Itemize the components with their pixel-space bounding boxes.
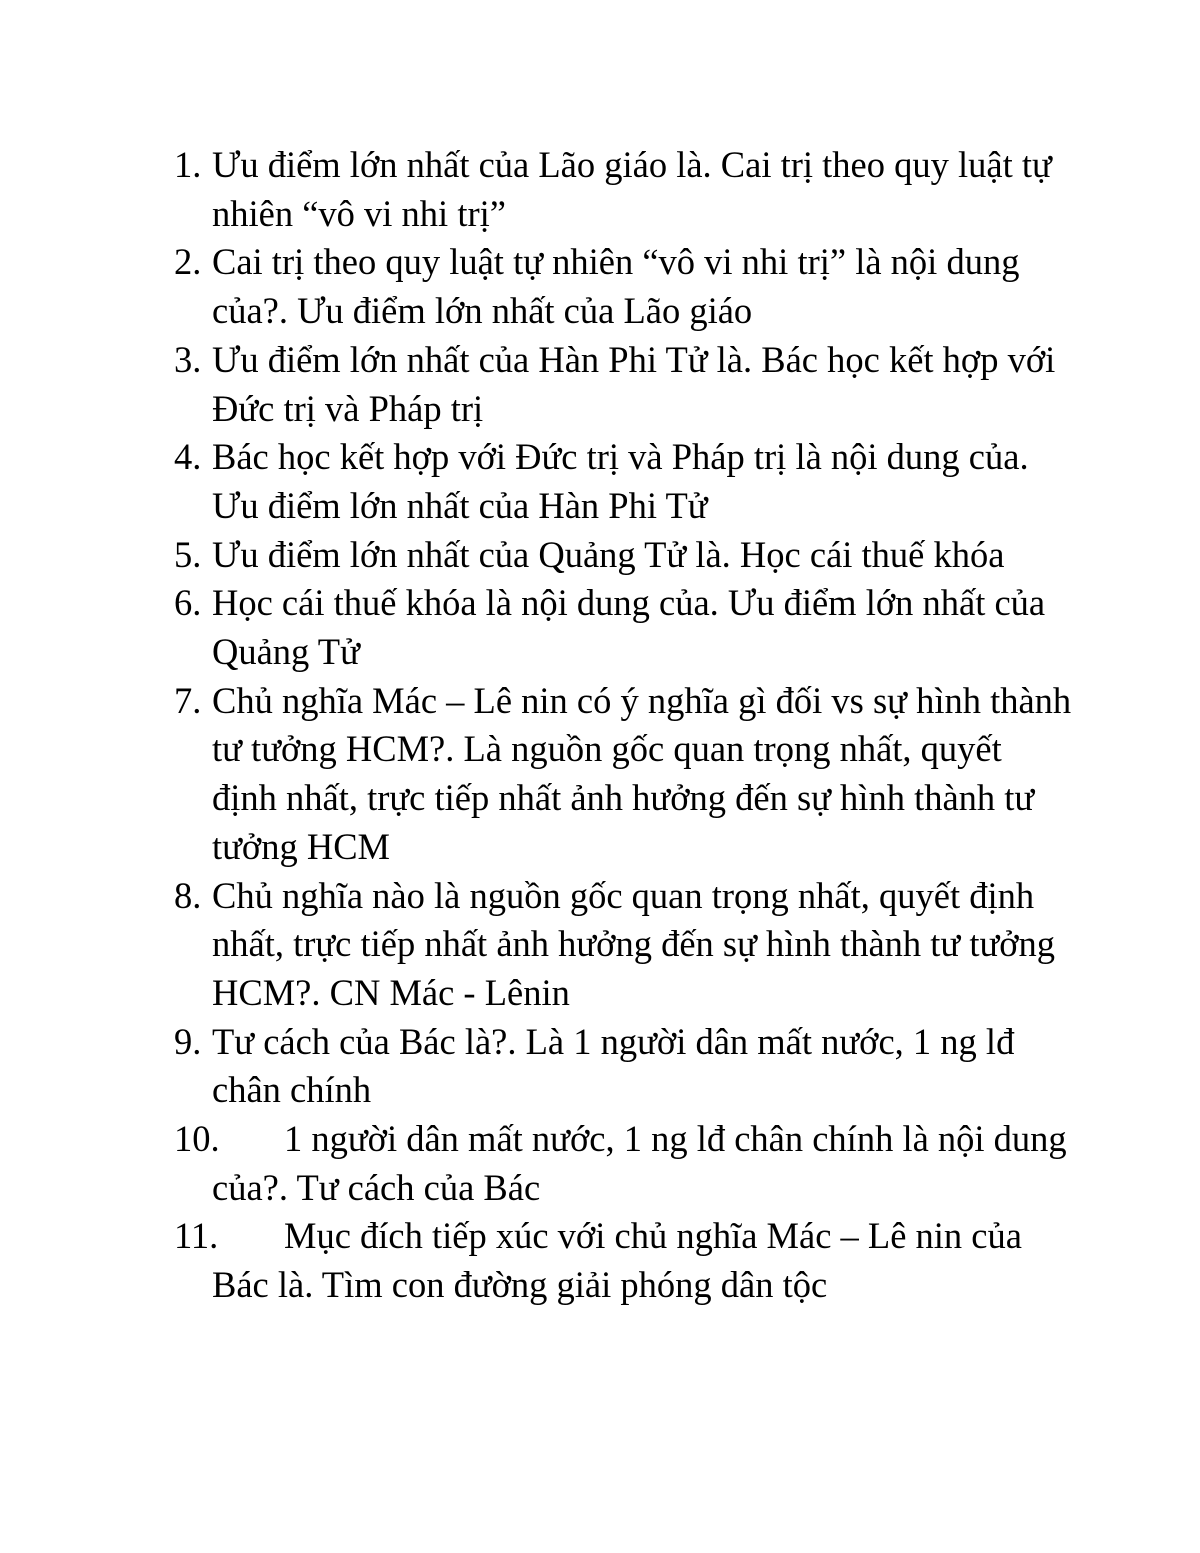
- item-text: Ưu điểm lớn nhất của Hàn Phi Tử là. Bác học kết hợp với Đức trị và Pháp trị: [212, 338, 1056, 429]
- item-number: 2.: [174, 241, 202, 283]
- item-number: 10.: [174, 1118, 220, 1160]
- item-text: Chủ nghĩa Mác – Lê nin có ý nghĩa gì đối vs sự hình thành tư tưởng HCM?. Là nguồn gốc quan trọng nhất, quyết định nhất, trực tiếp nhất ảnh hưởng đến sự hình thành tư tưởng HCM: [212, 679, 1072, 867]
- list-item: [174, 677, 1074, 872]
- list-item: [174, 1115, 1074, 1212]
- list-item: [174, 579, 1074, 676]
- list-item: [174, 872, 1074, 1018]
- list-item: [174, 1018, 1074, 1115]
- item-number: 5.: [174, 533, 202, 575]
- item-number: 9.: [174, 1020, 202, 1062]
- item-number: 8.: [174, 874, 202, 916]
- item-number: 7.: [174, 679, 202, 721]
- item-number: 1.: [174, 144, 202, 185]
- item-text: Chủ nghĩa nào là nguồn gốc quan trọng nhất, quyết định nhất, trực tiếp nhất ảnh hưởng đến sự hình thành tư tưởng HCM?. CN Mác - Lênin: [212, 874, 1056, 1013]
- item-number: 3.: [174, 338, 202, 380]
- item-number: 4.: [174, 436, 202, 478]
- list-item: [174, 531, 1074, 580]
- item-text: Ưu điểm lớn nhất của Quảng Tử là. Học cái thuế khóa: [212, 533, 1005, 575]
- list-item: [174, 238, 1074, 335]
- list-item: [174, 336, 1074, 433]
- item-text: Ưu điểm lớn nhất của Lão giáo là. Cai trị theo quy luật tự nhiên “vô vi nhi trị”: [212, 144, 1052, 234]
- list-item: [174, 433, 1074, 530]
- item-text: 1 người dân mất nước, 1 ng lđ chân chính là nội dung của?. Tư cách của Bác: [212, 1118, 1067, 1208]
- item-text: Học cái thuế khóa là nội dung của. Ưu điểm lớn nhất của Quảng Tử: [212, 582, 1046, 673]
- qa-list: [174, 141, 1074, 1310]
- item-text: Bác học kết hợp với Đức trị và Pháp trị là nội dung của. Ưu điểm lớn nhất của Hàn Phi Tử: [212, 436, 1029, 526]
- list-item: [174, 141, 1074, 238]
- item-number: 6.: [174, 582, 202, 624]
- list-item: [174, 1212, 1074, 1309]
- item-text: Tư cách của Bác là?. Là 1 người dân mất nước, 1 ng lđ chân chính: [212, 1020, 1015, 1111]
- item-text: Cai trị theo quy luật tự nhiên “vô vi nhi trị” là nội dung của?. Ưu điểm lớn nhất của Lão giáo: [212, 241, 1020, 332]
- item-number: 11.: [174, 1215, 219, 1257]
- item-text: Mục đích tiếp xúc với chủ nghĩa Mác – Lê nin của Bác là. Tìm con đường giải phóng dân tộc: [212, 1215, 1022, 1306]
